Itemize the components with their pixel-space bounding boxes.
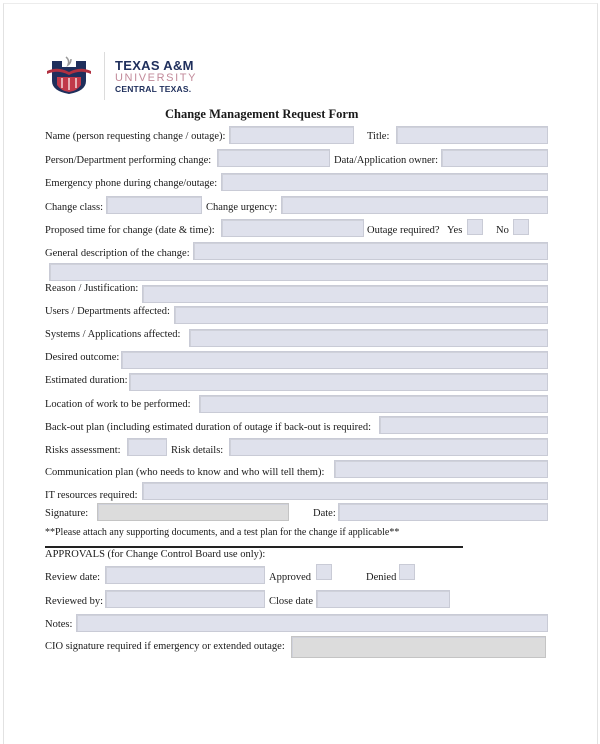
systems-apps-input[interactable] bbox=[189, 329, 548, 347]
approved-checkbox[interactable] bbox=[316, 564, 332, 580]
systems-apps-label: Systems / Applications affected: bbox=[45, 329, 181, 340]
outage-no-checkbox[interactable] bbox=[513, 219, 529, 235]
title-input[interactable] bbox=[396, 126, 548, 144]
title-label: Title: bbox=[367, 131, 390, 142]
emergency-phone-label: Emergency phone during change/outage: bbox=[45, 178, 218, 189]
general-description-label: General description of the change: bbox=[45, 248, 190, 259]
reason-label: Reason / Justification: bbox=[45, 283, 139, 294]
outage-yes-label: Yes bbox=[447, 225, 463, 236]
attach-documents-note: **Please attach any supporting documents, and a test plan for the change if applicable** bbox=[45, 527, 400, 538]
signature-input[interactable] bbox=[97, 503, 289, 521]
users-depts-label: Users / Departments affected: bbox=[45, 306, 170, 317]
desired-outcome-label: Desired outcome: bbox=[45, 352, 120, 363]
reason-input[interactable] bbox=[142, 285, 548, 303]
notes-input[interactable] bbox=[76, 614, 548, 632]
reviewed-by-input[interactable] bbox=[105, 590, 265, 608]
risk-details-label: Risk details: bbox=[171, 445, 224, 456]
outage-required-label: Outage required? bbox=[367, 225, 440, 236]
form-title: Change Management Request Form bbox=[165, 107, 359, 121]
logo-line-3: CENTRAL TEXAS. bbox=[115, 84, 192, 94]
it-resources-input[interactable] bbox=[142, 482, 548, 500]
location-input[interactable] bbox=[199, 395, 548, 413]
close-date-label: Close date bbox=[269, 596, 314, 607]
change-urgency-input[interactable] bbox=[281, 196, 548, 214]
reviewed-by-label: Reviewed by: bbox=[45, 596, 104, 607]
change-class-input[interactable] bbox=[106, 196, 202, 214]
communication-plan-input[interactable] bbox=[334, 460, 548, 478]
location-label: Location of work to be performed: bbox=[45, 399, 191, 410]
estimated-duration-label: Estimated duration: bbox=[45, 375, 128, 386]
estimated-duration-input[interactable] bbox=[129, 373, 548, 391]
change-urgency-label: Change urgency: bbox=[206, 202, 278, 213]
date-label: Date: bbox=[313, 508, 336, 519]
denied-label: Denied bbox=[366, 572, 397, 583]
general-description-input[interactable] bbox=[193, 242, 548, 260]
outage-yes-checkbox[interactable] bbox=[467, 219, 483, 235]
risk-details-input[interactable] bbox=[229, 438, 548, 456]
shield-book-logo-icon bbox=[44, 55, 94, 95]
cio-signature-input[interactable] bbox=[291, 636, 546, 658]
review-date-label: Review date: bbox=[45, 572, 101, 583]
date-input[interactable] bbox=[338, 503, 548, 521]
data-owner-label: Data/Application owner: bbox=[334, 155, 439, 166]
logo-divider bbox=[104, 52, 105, 100]
data-owner-input[interactable] bbox=[441, 149, 548, 167]
name-label: Name (person requesting change / outage): bbox=[45, 131, 226, 142]
review-date-input[interactable] bbox=[105, 566, 265, 584]
person-dept-label: Person/Department performing change: bbox=[45, 155, 212, 166]
backout-plan-label: Back-out plan (including estimated duration of outage if back-out is required: bbox=[45, 422, 371, 433]
logo-line-2: UNIVERSITY bbox=[115, 72, 198, 84]
general-description-input-line-2[interactable] bbox=[49, 263, 548, 281]
backout-plan-input[interactable] bbox=[379, 416, 548, 434]
approvals-heading: APPROVALS (for Change Control Board use only): bbox=[45, 549, 266, 560]
notes-label: Notes: bbox=[45, 619, 73, 630]
risks-assessment-label: Risks assessment: bbox=[45, 445, 121, 456]
proposed-time-label: Proposed time for change (date & time): bbox=[45, 225, 215, 236]
cio-signature-label: CIO signature required if emergency or extended outage: bbox=[45, 641, 285, 652]
denied-checkbox[interactable] bbox=[399, 564, 415, 580]
university-logo bbox=[44, 55, 94, 95]
proposed-time-input[interactable] bbox=[221, 219, 364, 237]
signature-label: Signature: bbox=[45, 508, 89, 519]
it-resources-label: IT resources required: bbox=[45, 490, 138, 501]
name-input[interactable] bbox=[229, 126, 354, 144]
person-dept-input[interactable] bbox=[217, 149, 330, 167]
communication-plan-label: Communication plan (who needs to know and who will tell them): bbox=[45, 467, 325, 478]
logo-line-1: TEXAS A&M bbox=[115, 58, 194, 73]
outage-no-label: No bbox=[496, 225, 509, 236]
change-class-label: Change class: bbox=[45, 202, 104, 213]
users-depts-input[interactable] bbox=[174, 306, 548, 324]
desired-outcome-input[interactable] bbox=[121, 351, 548, 369]
risks-assessment-input[interactable] bbox=[127, 438, 167, 456]
close-date-input[interactable] bbox=[316, 590, 450, 608]
emergency-phone-input[interactable] bbox=[221, 173, 548, 191]
approved-label: Approved bbox=[269, 572, 311, 583]
